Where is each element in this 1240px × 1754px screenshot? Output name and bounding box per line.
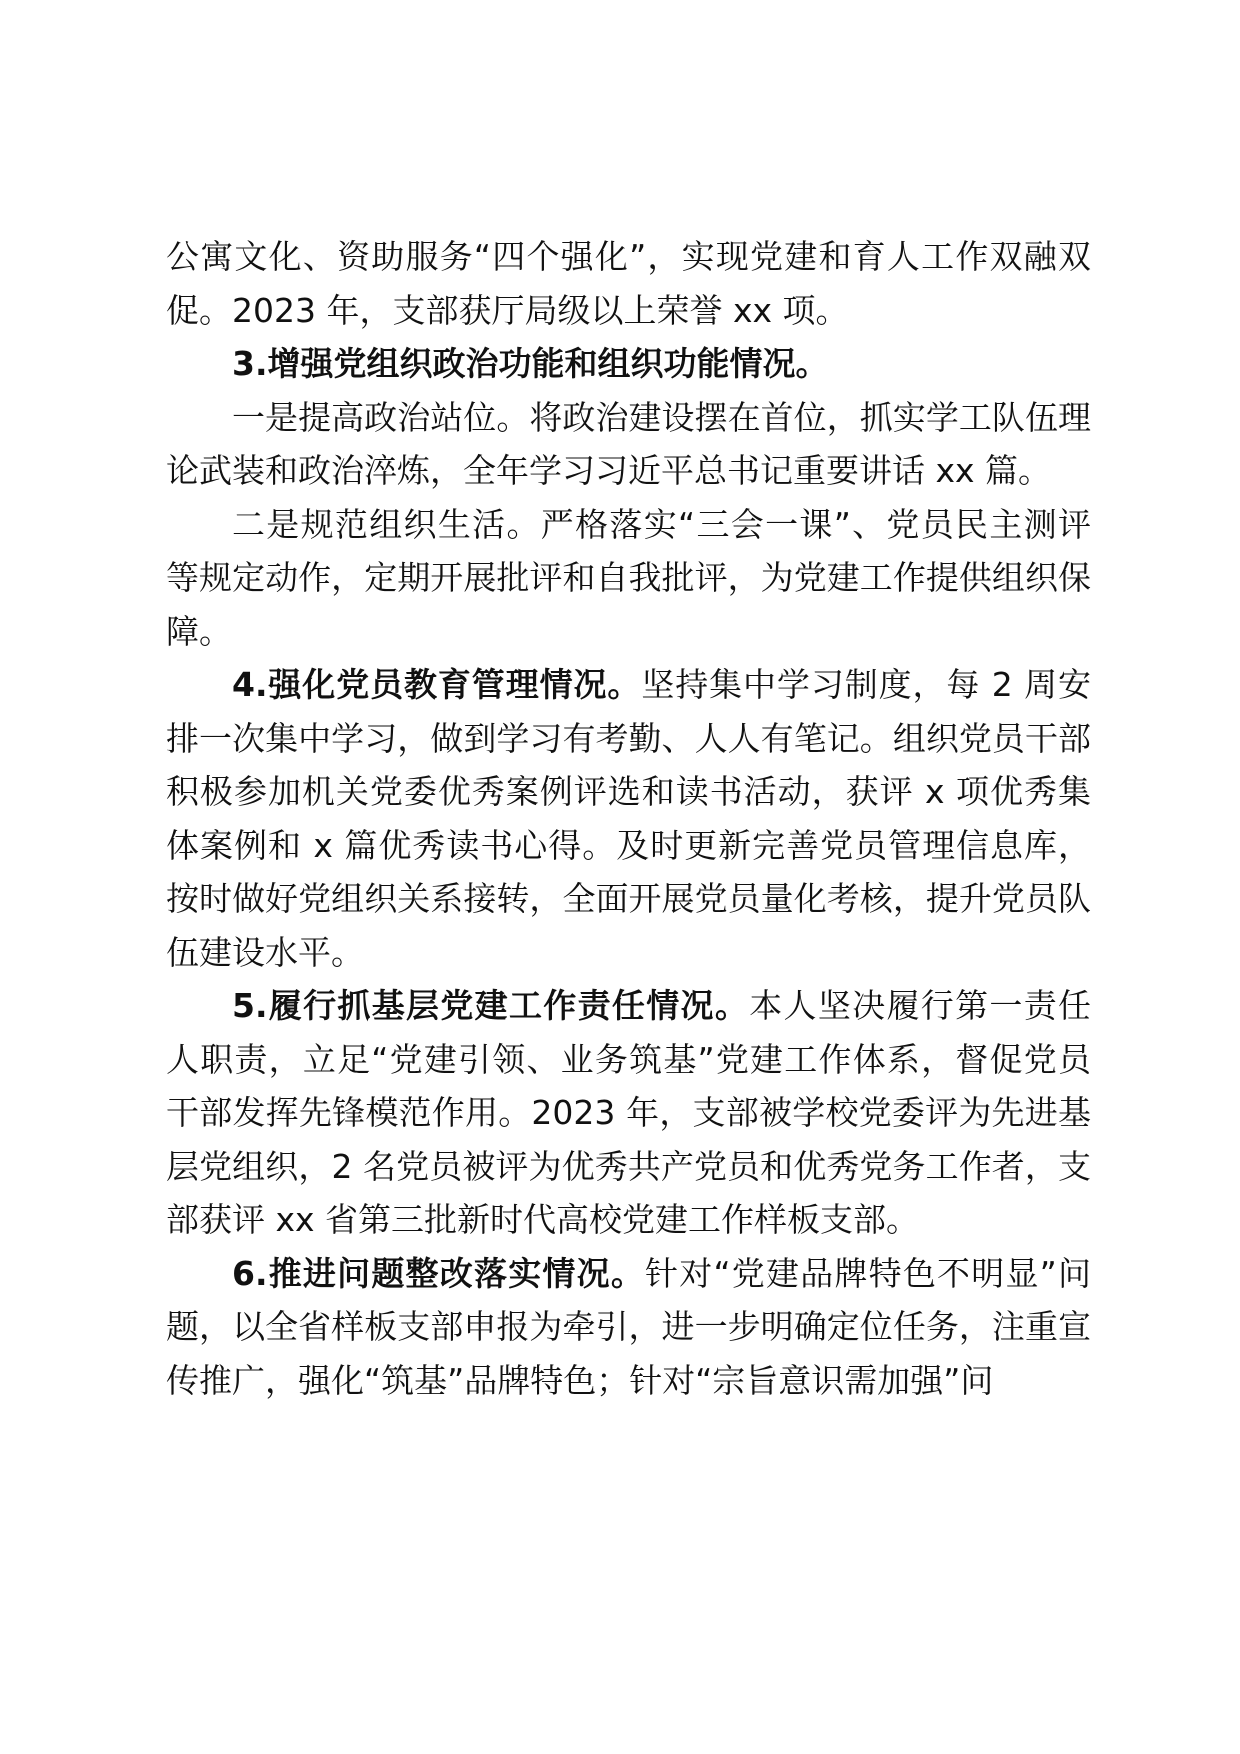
paragraph-body: 本人坚决履行第一责任人职责，立足“党建引领、业务筑基”党建工作体系，督促党员干部发挥先锋模范作用。2023 年，支部被学校党委评为先进基层党组织，2 名党员被评为优秀共产党员和优秀党务工作者，支部获评 xx 省第三批新时代高校党建工作样板支部。 bbox=[166, 986, 1091, 1239]
paragraph-body: 二是规范组织生活。严格落实“三会一课”、党员民主测评等规定动作，定期开展批评和自我批评，为党建工作提供组织保障。 bbox=[166, 504, 1091, 651]
section-paragraph-4 bbox=[166, 658, 1091, 979]
paragraph-heading: 3.增强党组织政治功能和组织功能情况。 bbox=[232, 344, 829, 383]
paragraph-body: 一是提高政治站位。将政治建设摆在首位，抓实学工队伍理论武装和政治淬炼，全年学习习近平总书记重要讲话 xx 篇。 bbox=[166, 397, 1091, 490]
paragraph-political-position bbox=[166, 391, 1091, 498]
document-body bbox=[166, 230, 1091, 1407]
paragraph-body: 公寓文化、资助服务“四个强化”，实现党建和育人工作双融双促。2023 年，支部获厅局级以上荣誉 xx 项。 bbox=[166, 237, 1091, 330]
paragraph-body: 针对“党建品牌特色不明显”问题，以全省样板支部申报为牵引，进一步明确定位任务，注重宣传推广，强化“筑基”品牌特色；针对“宗旨意识需加强”问 bbox=[166, 1253, 1091, 1400]
section-paragraph-5 bbox=[166, 979, 1091, 1247]
paragraph-heading: 6.推进问题整改落实情况。 bbox=[232, 1253, 646, 1293]
section-heading-3 bbox=[166, 337, 1091, 391]
paragraph-organization-life bbox=[166, 498, 1091, 659]
section-paragraph-6 bbox=[166, 1247, 1091, 1408]
paragraph-heading: 5.履行抓基层党建工作责任情况。 bbox=[232, 986, 750, 1025]
paragraph-heading: 4.强化党员教育管理情况。 bbox=[232, 665, 642, 704]
paragraph-body: 坚持集中学习制度，每 2 周安排一次集中学习，做到学习有考勤、人人有笔记。组织党员干部积极参加机关党委优秀案例评选和读书活动，获评 x 项优秀集体案例和 x 篇优秀读书心得。及时更新完善党员管理信息库，按时做好党组织关系接转，全面开展党员量化考核，提升党员队伍建设水平。 bbox=[166, 665, 1091, 972]
paragraph-continuation bbox=[166, 230, 1091, 337]
